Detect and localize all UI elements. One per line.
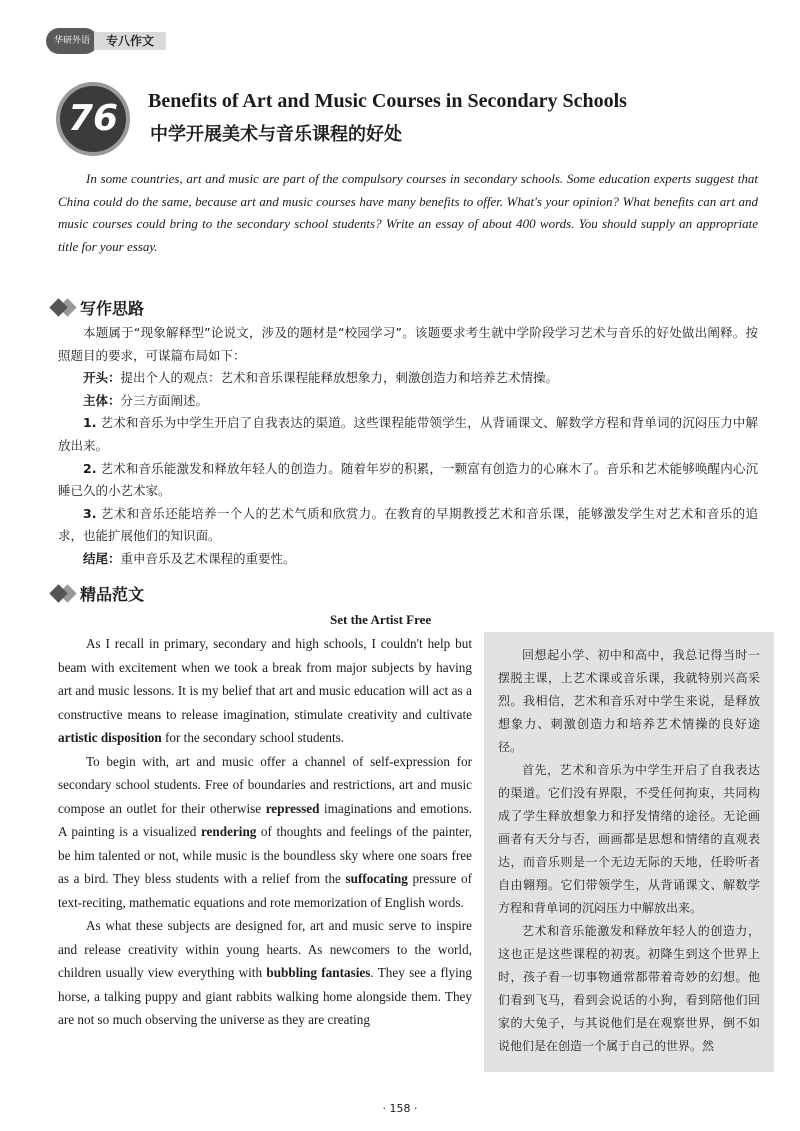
translation-paragraph: 回想起小学、初中和高中，我总记得当时一摆脱主课，上艺术课或音乐课，我就特别兴高采烈。我相信，艺术和音乐对中学生来说，是释放想象力、刺激创造力和培养艺术情操的良好途径。 xyxy=(498,648,760,754)
essay-paragraph: As I recall in primary, secondary and high schools, I couldn't help but beam with excitement when we took a break from major subjects by having art and music lessons. It is my belief that art and music education will act as a constructive means to release imagination, stimulate creativity and cultivate artistic disposition for the secondary school students. xyxy=(58,636,472,745)
essay-prompt: In some countries, art and music are part of the compulsory courses in secondary schools. Some education experts suggest that China could do the same, because art and music courses have many benefits to offer. What's your opinion? What benefits can art and music courses could bring to the secondary school students? Write an essay of about 400 words. You should supply an appropriate title for your essay. xyxy=(58,171,758,254)
outline-point-3: 3. 艺术和音乐还能培养一个人的艺术气质和欣赏力。在教育的早期教授艺术和音乐课，能够激发学生对艺术和音乐的追求，也能扩展他们的知识面。 xyxy=(58,505,758,544)
section-label: 专八作文 xyxy=(94,32,166,50)
writing-outline xyxy=(58,322,758,571)
essay-body xyxy=(58,632,472,1032)
essay-paragraph: To begin with, art and music offer a channel of self-expression for secondary school students. Free of boundaries and restrictions, art and music compose an outlet for their otherwise repressed imaginations and emotions. A painting is a visualized rendering of thoughts and feelings of the painter, be him talented or not, while music is the boundless sky where one soars free as a bird. They bless students with a relief from the suffocating pressure of text-reciting, mathematic equations and rote memorization of English words. xyxy=(58,753,472,910)
outline-point-1: 1. 艺术和音乐为中学生开启了自我表达的渠道。这些课程能带领学生，从背诵课文、解数学方程和背单词的沉闷压力中解放出来。 xyxy=(58,415,758,453)
outline-ending: 结尾：重申音乐及艺术课程的重要性。 xyxy=(83,550,296,566)
essay-title: Set the Artist Free xyxy=(330,612,432,627)
translation-box xyxy=(484,632,774,1072)
outline-opening: 开头：提出个人的观点：艺术和音乐课程能释放想象力，刺激创造力和培养艺术情操。 xyxy=(83,370,559,386)
header-tag xyxy=(46,28,168,54)
translation-paragraph: 艺术和音乐能激发和释放年轻人的创造力，这也正是这些课程的初衷。初降生到这个世界上时，孩子看一切事物通常都带着奇妙的幻想。他们看到飞马，看到会说话的小狗，看到陪他们回家的大兔子，与其说他们是在观察世界，倒不如说他们是在创造一个属于自己的世界。然 xyxy=(498,924,760,1053)
outline-body: 主体：分三方面阐述。 xyxy=(83,392,209,408)
outline-point-2: 2. 艺术和音乐能激发和释放年轻人的创造力。随着年岁的积累，一颗富有创造力的心麻木了。音乐和艺术能够唤醒内心沉睡已久的小艺术家。 xyxy=(58,460,758,499)
topic-number-badge: 76 xyxy=(56,82,130,156)
page-title-english: Benefits of Art and Music Courses in Secondary Schools xyxy=(148,90,627,112)
publisher-logo: 华研外语 xyxy=(46,28,98,54)
page-title-chinese: 中学开展美术与音乐课程的好处 xyxy=(150,124,402,145)
translation-paragraph: 首先，艺术和音乐为中学生开启了自我表达的渠道。它们没有界限，不受任何拘束，共同构成了学生释放想象力和抒发情绪的途径。无论画画者有天分与否，画画都是思想和情绪的直观表达，而音乐则是一个无边无际的天地，任聆听者自由翱翔。它们带领学生，从背诵课文、解数学方程和背单词的沉闷压力中解放出来。 xyxy=(498,763,760,915)
outline-intro: 本题属于“现象解释型”论说文，涉及的题材是“校园学习”。该题要求考生就中学阶段学习艺术与音乐的好处做出阐释。按照题目的要求，可谋篇布局如下： xyxy=(58,325,758,363)
essay-paragraph: As what these subjects are designed for, art and music serve to inspire and release creativity within young hearts. As newcomers to the world, children usually view everything with bubbling fantasies. They see a flying horse, a talking puppy and giant rabbits walking home alongside them. They are not so much observing the universe as they are creating xyxy=(58,918,472,1027)
page-number: · 158 · xyxy=(382,1102,418,1115)
